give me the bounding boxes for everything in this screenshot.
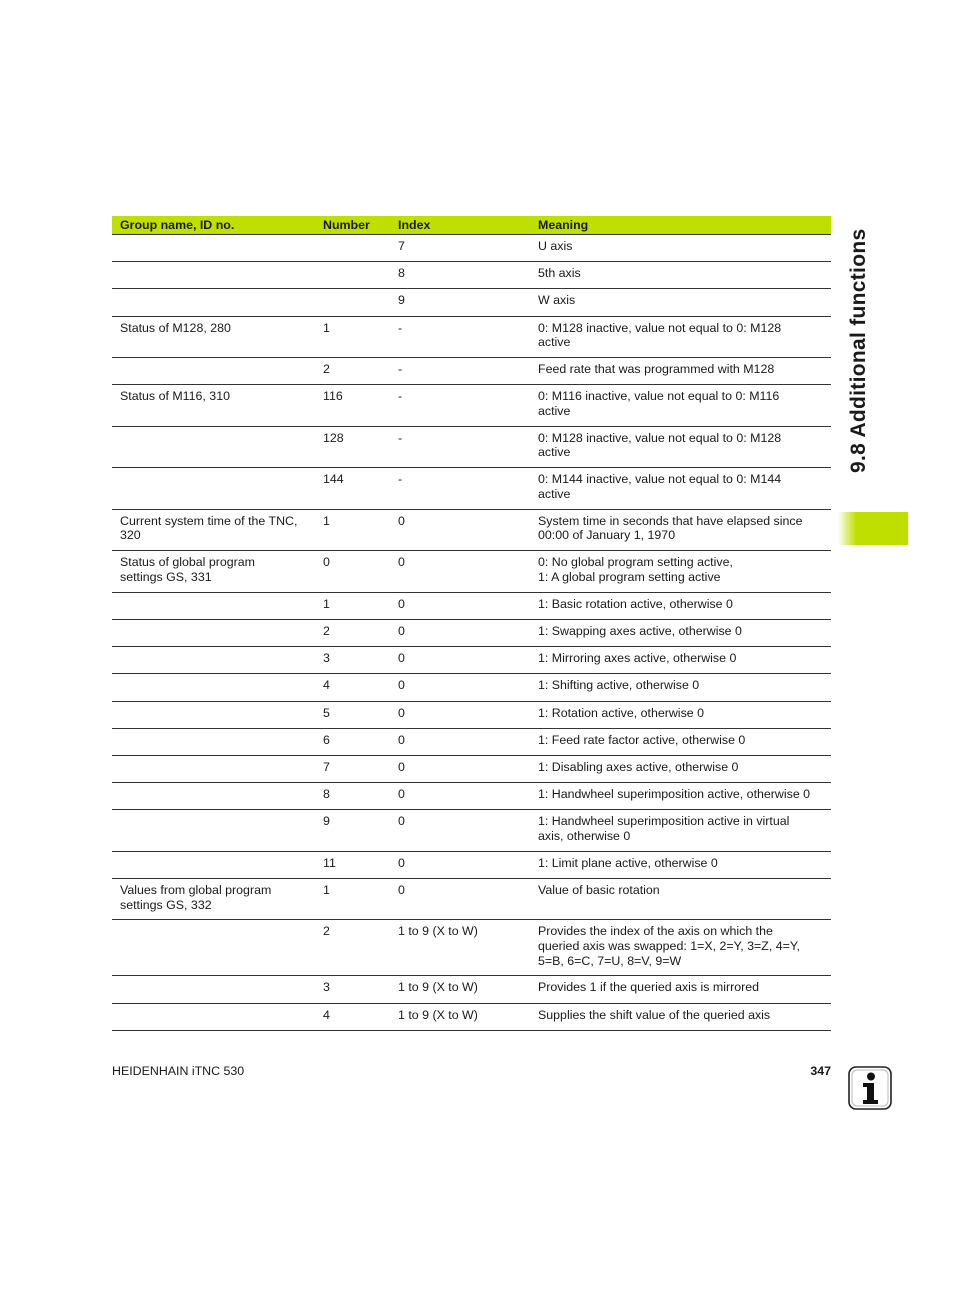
cell-number: 116 <box>323 389 343 404</box>
cell-index: 1 to 9 (X to W) <box>398 980 478 995</box>
cell-meaning: 1: Disabling axes active, otherwise 0 <box>538 759 739 774</box>
cell-meaning: U axis <box>538 239 573 253</box>
table-row <box>112 647 831 674</box>
cell-number: 128 <box>323 430 344 445</box>
cell-number: 6 <box>323 732 330 747</box>
cell-index: 0 <box>398 555 405 570</box>
table-row <box>112 427 831 469</box>
cell-meaning: Supplies the shift value of the queried axis <box>538 1007 771 1022</box>
cell-meaning: 1: Mirroring axes active, otherwise 0 <box>538 651 737 666</box>
cell-meaning: 5th axis <box>538 266 581 281</box>
cell-index: 0 <box>398 787 405 802</box>
table-row <box>112 1004 831 1031</box>
cell-index: - <box>398 472 403 487</box>
cell-number <box>315 266 390 288</box>
cell-meaning: 1: Basic rotation active, otherwise 0 <box>538 596 733 611</box>
cell-group <box>112 362 315 384</box>
cell-index: - <box>398 320 403 335</box>
cell-index: 0 <box>398 732 405 747</box>
chapter-title: 9.8 Additional functions <box>847 228 870 473</box>
cell-meaning: W axis <box>538 293 576 308</box>
header-number: Number <box>323 218 370 232</box>
cell-group <box>112 1008 315 1030</box>
cell-number: 2 <box>323 362 330 377</box>
footer-product: HEIDENHAIN iTNC 530 <box>112 1064 245 1078</box>
table-row <box>112 852 831 879</box>
cell-meaning: 0: M128 inactive, value not equal to 0: M128 active <box>538 320 782 350</box>
cell-index: 0 <box>398 651 405 666</box>
cell-number: 0 <box>323 555 330 570</box>
table-row <box>112 235 831 262</box>
cell-group <box>112 266 315 288</box>
cell-group <box>112 624 315 646</box>
cell-index: - <box>398 362 403 377</box>
cell-meaning: 1: Feed rate factor active, otherwise 0 <box>538 732 746 747</box>
header-group: Group name, ID no. <box>120 218 235 232</box>
cell-meaning: Provides 1 if the queried axis is mirrored <box>538 980 760 995</box>
table-row <box>112 729 831 756</box>
table-row <box>112 468 831 510</box>
cell-number: 3 <box>323 980 330 995</box>
cell-index: 0 <box>398 705 405 720</box>
cell-group: Status of M116, 310 <box>120 389 230 404</box>
cell-number: 4 <box>323 1007 330 1022</box>
page-number: 347 <box>810 1064 831 1078</box>
table-row <box>112 551 831 593</box>
cell-meaning: System time in seconds that have elapsed since 00:00 of January 1, 1970 <box>538 513 803 543</box>
cell-meaning: 1: Limit plane active, otherwise 0 <box>538 855 718 870</box>
cell-meaning: 1: Shifting active, otherwise 0 <box>538 678 700 693</box>
cell-group <box>112 472 315 509</box>
cell-index: 0 <box>398 623 405 638</box>
cell-group <box>112 651 315 673</box>
cell-meaning: 1: Handwheel superimposition active in virtual axis, otherwise 0 <box>538 814 790 843</box>
cell-meaning: Value of basic rotation <box>538 882 660 897</box>
cell-index: 7 <box>398 239 405 253</box>
cell-index: 0 <box>398 678 405 693</box>
cell-index: 0 <box>398 513 405 528</box>
cell-number: 1 <box>323 596 330 611</box>
cell-meaning: Provides the index of the axis on which the queried axis was swapped: 1=X, 2=Y, 3=Z, 4=Y, 5=B, 6=C, 7=U, 8=V, 9=W <box>538 924 800 968</box>
cell-index: 0 <box>398 814 405 829</box>
cell-index: - <box>398 389 403 404</box>
table-row <box>112 702 831 729</box>
cell-group: Current system time of the TNC, 320 <box>120 513 298 543</box>
cell-meaning: 0: M116 inactive, value not equal to 0: M116 active <box>538 389 780 418</box>
cell-group <box>112 239 315 261</box>
cell-number: 9 <box>323 814 330 829</box>
cell-index: 1 to 9 (X to W) <box>398 1007 478 1022</box>
cell-number: 1 <box>323 320 330 335</box>
table-row <box>112 674 831 701</box>
table-row <box>112 593 831 620</box>
cell-index: 1 to 9 (X to W) <box>398 924 478 939</box>
table-row <box>112 262 831 289</box>
cell-group <box>112 760 315 782</box>
table-row <box>112 879 831 921</box>
table-row <box>112 510 831 552</box>
cell-meaning: 0: No global program setting active, 1: A global program setting active <box>538 555 733 584</box>
cell-meaning: 1: Handwheel superimposition active, otherwise 0 <box>538 787 811 802</box>
cell-index: 0 <box>398 855 405 870</box>
table-row <box>112 385 831 427</box>
info-icon <box>848 1066 892 1110</box>
cell-number <box>315 293 390 315</box>
cell-index: 0 <box>398 759 405 774</box>
cell-group <box>112 787 315 809</box>
table-row <box>112 317 831 359</box>
table-row <box>112 289 831 316</box>
header-meaning: Meaning <box>538 218 589 232</box>
cell-number: 2 <box>323 924 330 939</box>
cell-number: 7 <box>323 759 330 774</box>
table-row <box>112 783 831 810</box>
cell-index: 0 <box>398 596 405 611</box>
cell-group <box>112 678 315 700</box>
cell-group <box>112 293 315 315</box>
cell-meaning: 0: M144 inactive, value not equal to 0: M144 active <box>538 472 782 501</box>
cell-group: Status of M128, 280 <box>120 320 231 335</box>
cell-group <box>112 733 315 755</box>
cell-index: - <box>398 430 403 445</box>
table-row <box>112 920 831 976</box>
cell-number: 4 <box>323 678 330 693</box>
cell-number: 5 <box>323 705 330 720</box>
table-row <box>112 976 831 1003</box>
cell-index: 8 <box>398 266 405 281</box>
cell-group <box>112 856 315 878</box>
table-header <box>112 216 831 235</box>
cell-number: 8 <box>323 787 330 802</box>
table-body <box>112 235 831 1031</box>
cell-meaning: 1: Swapping axes active, otherwise 0 <box>538 623 742 638</box>
header-index: Index <box>398 218 431 232</box>
chapter-tab-fade <box>838 512 856 545</box>
table-row <box>112 756 831 783</box>
cell-number: 1 <box>323 513 330 528</box>
table-row <box>112 810 831 852</box>
table-row <box>112 358 831 385</box>
cell-group <box>112 597 315 619</box>
cell-number: 1 <box>323 882 330 897</box>
cell-index: 0 <box>398 882 405 897</box>
parameter-table <box>112 216 831 1031</box>
cell-meaning: 1: Rotation active, otherwise 0 <box>538 705 704 720</box>
cell-index: 9 <box>398 293 405 308</box>
cell-group <box>112 706 315 728</box>
cell-number <box>315 239 390 261</box>
cell-group <box>112 924 315 975</box>
cell-number: 144 <box>323 472 344 487</box>
cell-meaning: 0: M128 inactive, value not equal to 0: M128 active <box>538 430 782 460</box>
cell-group <box>112 431 315 468</box>
cell-group <box>112 980 315 1002</box>
cell-group: Values from global program settings GS, 332 <box>120 882 272 912</box>
cell-number: 2 <box>323 623 330 638</box>
cell-number: 11 <box>323 855 336 870</box>
table-row <box>112 620 831 647</box>
cell-number: 3 <box>323 651 330 666</box>
cell-meaning: Feed rate that was programmed with M128 <box>538 362 775 377</box>
cell-group: Status of global program settings GS, 331 <box>120 555 255 584</box>
cell-group <box>112 814 315 851</box>
